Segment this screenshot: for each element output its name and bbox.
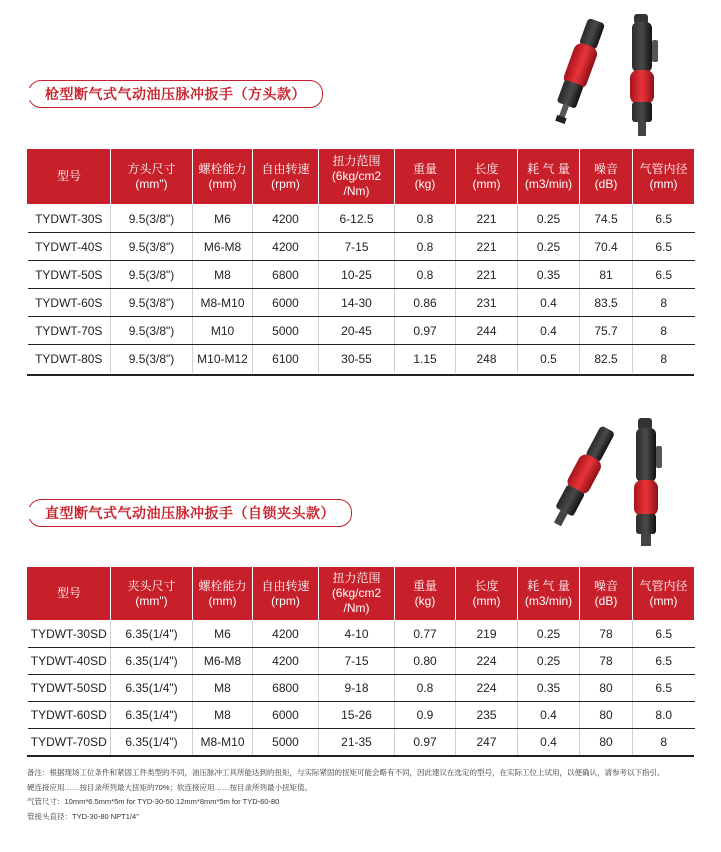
table-cell: 221 — [456, 205, 518, 233]
table-cell: 8 — [633, 345, 695, 373]
table-cell: M8 — [193, 675, 253, 702]
table-cell: 0.4 — [518, 702, 580, 729]
table-cell: 74.5 — [580, 205, 633, 233]
table-cell: 0.97 — [395, 729, 456, 756]
table-cell: 4200 — [253, 233, 319, 261]
table-cell: 0.25 — [518, 205, 580, 233]
table-cell: M6 — [193, 621, 253, 648]
table-cell: TYDWT-30SD — [28, 621, 111, 648]
table-cell: 6.5 — [633, 261, 695, 289]
table-cell: 0.86 — [395, 289, 456, 317]
table-cell: 6100 — [253, 345, 319, 373]
header-air-consumption: 耗 气 量 (m3/min) — [518, 567, 580, 621]
table-cell: 7-15 — [319, 648, 395, 675]
spec-table-square-drive — [27, 148, 695, 373]
table-cell: 14-30 — [319, 289, 395, 317]
table-cell: 75.7 — [580, 317, 633, 345]
header-bolt-capacity: 螺栓能力 (mm) — [193, 149, 253, 205]
table-row — [28, 261, 695, 289]
section1-title-text: 枪型断气式气动油压脉冲扳手（方头款） — [45, 86, 306, 102]
table-cell: TYDWT-80S — [35, 351, 103, 366]
table-cell: 6-12.5 — [319, 205, 395, 233]
table-cell: 9.5(3/8") — [111, 317, 193, 345]
table-cell: M8 — [193, 702, 253, 729]
table-cell: M6-M8 — [193, 648, 253, 675]
table-cell: M6-M8 — [193, 233, 253, 261]
table-row — [28, 675, 695, 702]
table-cell: 0.35 — [518, 675, 580, 702]
table-cell: 81 — [580, 261, 633, 289]
header-model: 型号 — [28, 567, 111, 621]
table-cell: 80 — [580, 702, 633, 729]
table-cell: 6.5 — [633, 205, 695, 233]
table-cell: 247 — [456, 729, 518, 756]
header-free-speed: 自由转速 (rpm) — [253, 149, 319, 205]
note-line: 管接头直径：TYD-30-80 NPT1/4" — [27, 811, 139, 821]
table-cell: TYDWT-70SD — [30, 735, 107, 750]
table-cell: 8.0 — [633, 702, 695, 729]
table-cell: M10-M12 — [193, 345, 253, 373]
section2-title — [28, 499, 352, 527]
table-cell: 9.5(3/8") — [111, 261, 193, 289]
table-cell: 80 — [580, 675, 633, 702]
table-header-row — [28, 149, 695, 205]
table-cell: 6.5 — [633, 621, 695, 648]
table-cell: 224 — [456, 675, 518, 702]
header-collet-size: 夹头尺寸 (mm") — [111, 567, 193, 621]
table-cell: TYDWT-60S — [28, 289, 111, 317]
table-cell: 0.8 — [395, 261, 456, 289]
table-row — [28, 205, 695, 233]
table-cell: 8 — [633, 729, 695, 756]
table-row — [28, 317, 695, 345]
header-free-speed: 自由转速 (rpm) — [253, 567, 319, 621]
table-cell: 0.8 — [395, 675, 456, 702]
table-cell: 235 — [456, 702, 518, 729]
table-cell: 0.25 — [518, 648, 580, 675]
section2-title-text: 直型断气式气动油压脉冲扳手（自锁夹头款） — [45, 505, 335, 521]
table-cell: 221 — [456, 261, 518, 289]
table-cell: 6.5 — [633, 648, 695, 675]
table-cell: 1.15 — [395, 345, 456, 373]
table-cell: 4-10 — [319, 621, 395, 648]
header-model: 型号 — [28, 149, 111, 205]
table-cell: 4200 — [253, 648, 319, 675]
table-row — [28, 702, 695, 729]
table-cell: TYDWT-50SD — [28, 675, 111, 702]
header-length: 长度 (mm) — [456, 149, 518, 205]
table-cell: 30-55 — [319, 345, 395, 373]
table-cell: 8 — [633, 289, 695, 317]
table-cell: 6000 — [253, 702, 319, 729]
table-row — [28, 729, 695, 756]
header-air-consumption: 耗 气 量 (m3/min) — [518, 149, 580, 205]
table2-bottom-rule — [27, 755, 694, 757]
table-cell: 70.4 — [580, 233, 633, 261]
table-cell: TYDWT-30S — [28, 205, 111, 233]
table-cell: 0.8 — [395, 233, 456, 261]
table-cell: 6.35(1/4") — [111, 675, 193, 702]
table-cell: 4200 — [253, 205, 319, 233]
table-cell: M8 — [193, 261, 253, 289]
table-cell: 0.25 — [518, 621, 580, 648]
note-line: 硬连接应用……按目录所列最大扭矩的70%；软连接应用……按目录所列最小扭矩值。 — [27, 782, 313, 792]
table-cell: 82.5 — [580, 345, 633, 373]
table-cell: 224 — [456, 648, 518, 675]
table-cell: TYDWT-70S — [28, 317, 111, 345]
header-hose-id: 气管内径 (mm) — [633, 567, 695, 621]
table-cell: 9.5(3/8") — [111, 205, 193, 233]
table-cell: 0.4 — [518, 289, 580, 317]
table-cell: TYDWT-40S — [28, 233, 111, 261]
table-cell: 0.80 — [395, 648, 456, 675]
table-cell: 6.35(1/4") — [111, 648, 193, 675]
header-noise: 噪音 (dB) — [580, 567, 633, 621]
table-cell: 231 — [456, 289, 518, 317]
note-line: 气管尺寸：10mm*6.5mm*5m for TYD-30-50 12mm*8mm*5m for TYD-60-80 — [27, 797, 280, 806]
table-cell: M8-M10 — [193, 289, 253, 317]
table-cell: 244 — [456, 317, 518, 345]
table-row — [28, 289, 695, 317]
table-cell: 83.5 — [580, 289, 633, 317]
table-cell: 6800 — [253, 675, 319, 702]
table-cell: 6.35(1/4") — [111, 702, 193, 729]
table-cell: 78 — [580, 648, 633, 675]
header-weight: 重量 (kg) — [395, 149, 456, 205]
table-cell: 20-45 — [319, 317, 395, 345]
table-cell: 9.5(3/8") — [111, 345, 193, 373]
table-cell: 6.5 — [633, 675, 695, 702]
section1-title — [28, 80, 323, 108]
header-length: 长度 (mm) — [456, 567, 518, 621]
table-cell: 0.4 — [518, 317, 580, 345]
table-row — [28, 621, 695, 648]
table-cell: 6.35(1/4") — [111, 621, 193, 648]
table-cell: 8 — [633, 317, 695, 345]
table-cell: 0.9 — [395, 702, 456, 729]
table-cell: 0.5 — [518, 345, 580, 373]
straight-pulse-wrench-image — [540, 412, 690, 552]
table-row — [28, 233, 695, 261]
table-cell: M10 — [193, 317, 253, 345]
table-row — [28, 648, 695, 675]
table-cell: 9.5(3/8") — [111, 289, 193, 317]
table-cell: 80 — [580, 729, 633, 756]
table-cell: 0.35 — [518, 261, 580, 289]
table-cell: 5000 — [253, 317, 319, 345]
table-cell: 6.35(1/4") — [111, 729, 193, 756]
table1-bottom-rule — [27, 374, 694, 376]
table-cell: 10-25 — [319, 261, 395, 289]
header-drive-size: 方头尺寸 (mm") — [111, 149, 193, 205]
table-cell: 0.77 — [395, 621, 456, 648]
table-cell: TYDWT-60SD — [28, 702, 111, 729]
table-cell: TYDWT-40SD — [28, 648, 111, 675]
table-cell: 219 — [456, 621, 518, 648]
table-header-row — [28, 567, 695, 621]
table-cell: 9.5(3/8") — [111, 233, 193, 261]
table-cell: 15-26 — [319, 702, 395, 729]
note-line: 备注：根据现场工位条件和紧固工件类型的不同，油压脉冲工具所能达到的扭矩，与实际紧固的扭矩可能会略有不同，因此建议在选定的型号，在实际工位上试用，以便确认，请参考以下指引。 — [27, 768, 665, 777]
table-cell: 0.8 — [395, 205, 456, 233]
table-cell: 6.5 — [633, 233, 695, 261]
table-cell: 0.4 — [518, 729, 580, 756]
header-torque-range: 扭力范围 (6kg/cm2 /Nm) — [319, 149, 395, 205]
table-cell: 6000 — [253, 289, 319, 317]
notes — [27, 766, 665, 824]
table-row — [28, 345, 695, 373]
table-cell: 7-15 — [319, 233, 395, 261]
table-cell: 0.25 — [518, 233, 580, 261]
table-cell: 9-18 — [319, 675, 395, 702]
table-cell: 5000 — [253, 729, 319, 756]
table-cell: 6800 — [253, 261, 319, 289]
table-cell: TYDWT-50S — [28, 261, 111, 289]
header-noise: 噪音 (dB) — [580, 149, 633, 205]
spec-table-collet — [27, 566, 695, 756]
table-cell: 78 — [580, 621, 633, 648]
table-cell: 248 — [456, 345, 518, 373]
table-cell: 21-35 — [319, 729, 395, 756]
table-cell: M8-M10 — [193, 729, 253, 756]
pistol-pulse-wrench-image — [540, 10, 690, 140]
header-weight: 重量 (kg) — [395, 567, 456, 621]
table-cell: 4200 — [253, 621, 319, 648]
header-bolt-capacity: 螺栓能力 (mm) — [193, 567, 253, 621]
header-hose-id: 气管内径 (mm) — [633, 149, 695, 205]
header-torque-range: 扭力范围 (6kg/cm2 /Nm) — [319, 567, 395, 621]
table-cell: 221 — [456, 233, 518, 261]
table-cell: M6 — [193, 205, 253, 233]
table-cell: 0.97 — [395, 317, 456, 345]
